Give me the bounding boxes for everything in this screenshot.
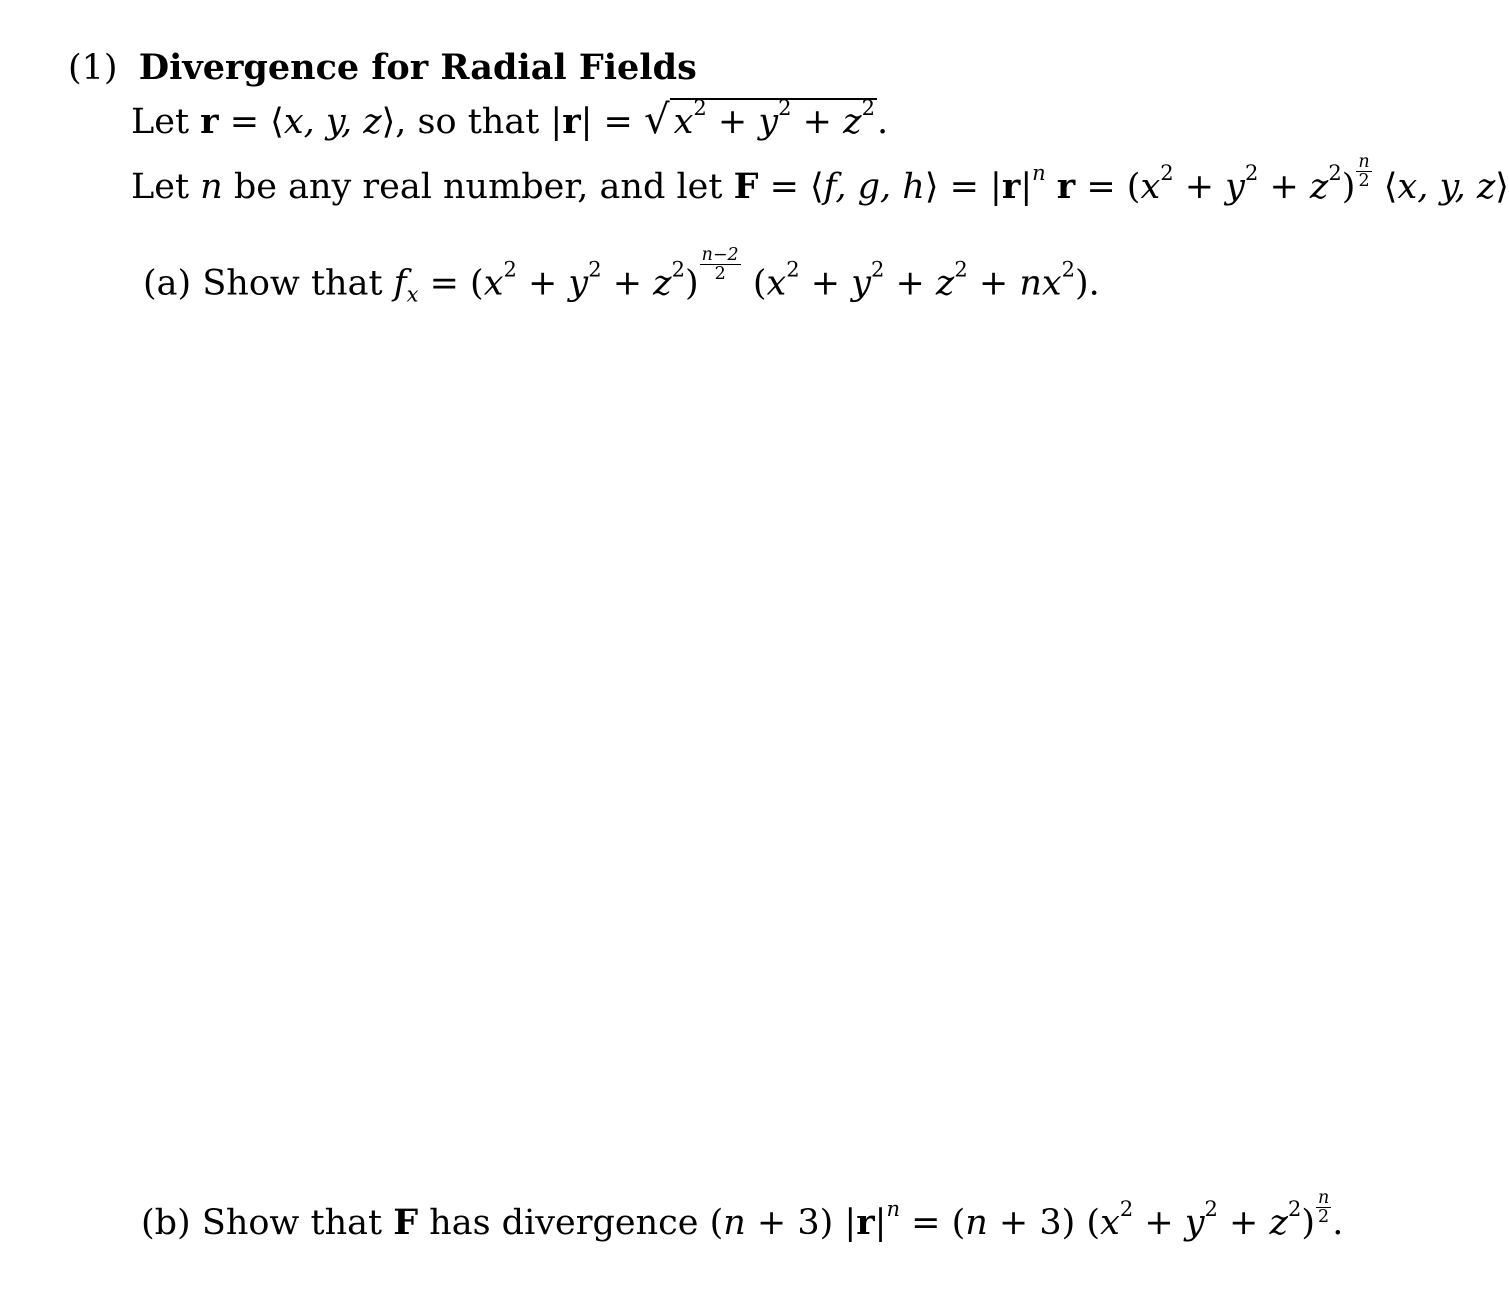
denominator: 2 [1358,171,1370,192]
text: = ( [900,1202,966,1243]
definition-F [131,153,1509,205]
text: = ⟨ [758,166,824,207]
period: . [876,102,889,142]
fraction-exponent [1316,1189,1331,1227]
square-root [644,96,877,143]
text: ⟩ [1495,166,1509,207]
radicand [670,98,877,142]
var-n: n [1019,263,1042,304]
vector-F: F [393,1201,419,1243]
text: | [874,1202,887,1243]
var-y: y [758,102,779,142]
vector-r: r [200,101,219,142]
text: + 3) | [745,1202,857,1243]
text: = ( [418,263,484,304]
var-z: z [653,263,672,304]
exponent: 2 [778,96,792,121]
text: ⟩, so that | [381,102,563,142]
exponent: 2 [861,96,875,121]
text: = ( [1075,166,1141,207]
var-x: x [1140,166,1161,207]
text: ⟩ = | [924,166,1002,207]
radical-sign: √ [644,97,670,143]
exponent: 2 [1160,160,1174,185]
var-y: y [1225,166,1245,207]
var-n: n [200,166,223,207]
denominator: 2 [1318,1207,1330,1228]
part-label: (a) [143,263,192,304]
vector-r: r [562,101,581,142]
exponent: 2 [786,257,800,282]
var-z: z [935,263,955,304]
vector-r: r [856,1201,875,1243]
part-a [143,245,1100,307]
plus: + [706,102,759,142]
var-x: x [1041,263,1062,304]
exponent: 2 [870,257,885,282]
var-y: y [568,263,589,304]
exponent: 2 [1328,160,1342,185]
fraction-exponent [700,246,741,284]
problem-heading [68,47,697,88]
part-label: (b) [141,1202,191,1243]
plus: + [516,263,569,304]
plus: + [884,263,936,304]
plus: + [791,102,844,142]
text: ) [1301,1202,1315,1243]
exponent: 2 [1287,1196,1302,1221]
plus: + [1173,166,1226,207]
fraction-exponent [1356,153,1371,191]
variables: x, y, z [1397,166,1496,207]
text: Let [131,102,201,142]
exponent: 2 [1119,1196,1134,1221]
var-x: x [766,263,787,304]
denominator: 2 [714,264,726,285]
vector-r: r [1056,165,1076,207]
components: f, g, h [823,166,925,207]
text: ⟨ [1372,166,1398,207]
var-n: n [723,1202,746,1243]
plus: + [1133,1202,1185,1243]
text: Let [131,166,201,207]
var-n: n [965,1202,988,1243]
plus: + [799,263,852,304]
text: | = [580,102,645,142]
text: + 3) ( [987,1202,1101,1243]
var-z: z [1309,166,1329,207]
plus: + [601,263,654,304]
subscript-x: x [406,282,419,307]
exponent: 2 [588,257,602,282]
problem-title: Divergence for Radial Fields [138,47,697,88]
exponent: 2 [671,257,685,282]
text: be any real number, and let [222,166,734,207]
text: Show that [190,1202,394,1243]
text: . [1332,1202,1344,1243]
var-f: f [393,263,407,304]
exponent-n: n [886,1196,900,1221]
numerator: n−2 [701,245,739,265]
numerator: n [1358,152,1370,172]
var-z: z [1269,1202,1288,1243]
variables: x, y, z [283,102,382,142]
numerator: n [1317,1188,1330,1208]
plus: + [1258,166,1310,207]
text: ). [1075,263,1100,304]
definition-r [131,96,889,143]
exponent: 2 [1244,160,1259,185]
text: Show that [191,263,394,304]
vector-r: r [1001,165,1021,207]
exponent: 2 [693,96,707,121]
var-y: y [851,263,871,304]
text: ) [1341,166,1356,207]
vector-F: F [733,165,759,207]
plus: + [1217,1202,1270,1243]
var-x: x [673,102,694,142]
exponent-n: n [1032,160,1046,185]
var-x: x [483,263,504,304]
exponent: 2 [954,257,968,282]
exponent: 2 [503,257,517,282]
var-z: z [843,102,862,142]
text: ( [741,263,767,304]
plus: + [967,263,1020,304]
problem-number: (1) [68,48,118,88]
text: | [1020,166,1033,207]
text: ) [684,263,699,304]
var-y: y [1184,1202,1205,1243]
part-b [141,1189,1343,1241]
exponent: 2 [1204,1196,1218,1221]
exponent: 2 [1061,257,1075,282]
var-x: x [1100,1202,1120,1243]
text: has divergence ( [418,1202,724,1243]
text: = ⟨ [218,102,284,142]
